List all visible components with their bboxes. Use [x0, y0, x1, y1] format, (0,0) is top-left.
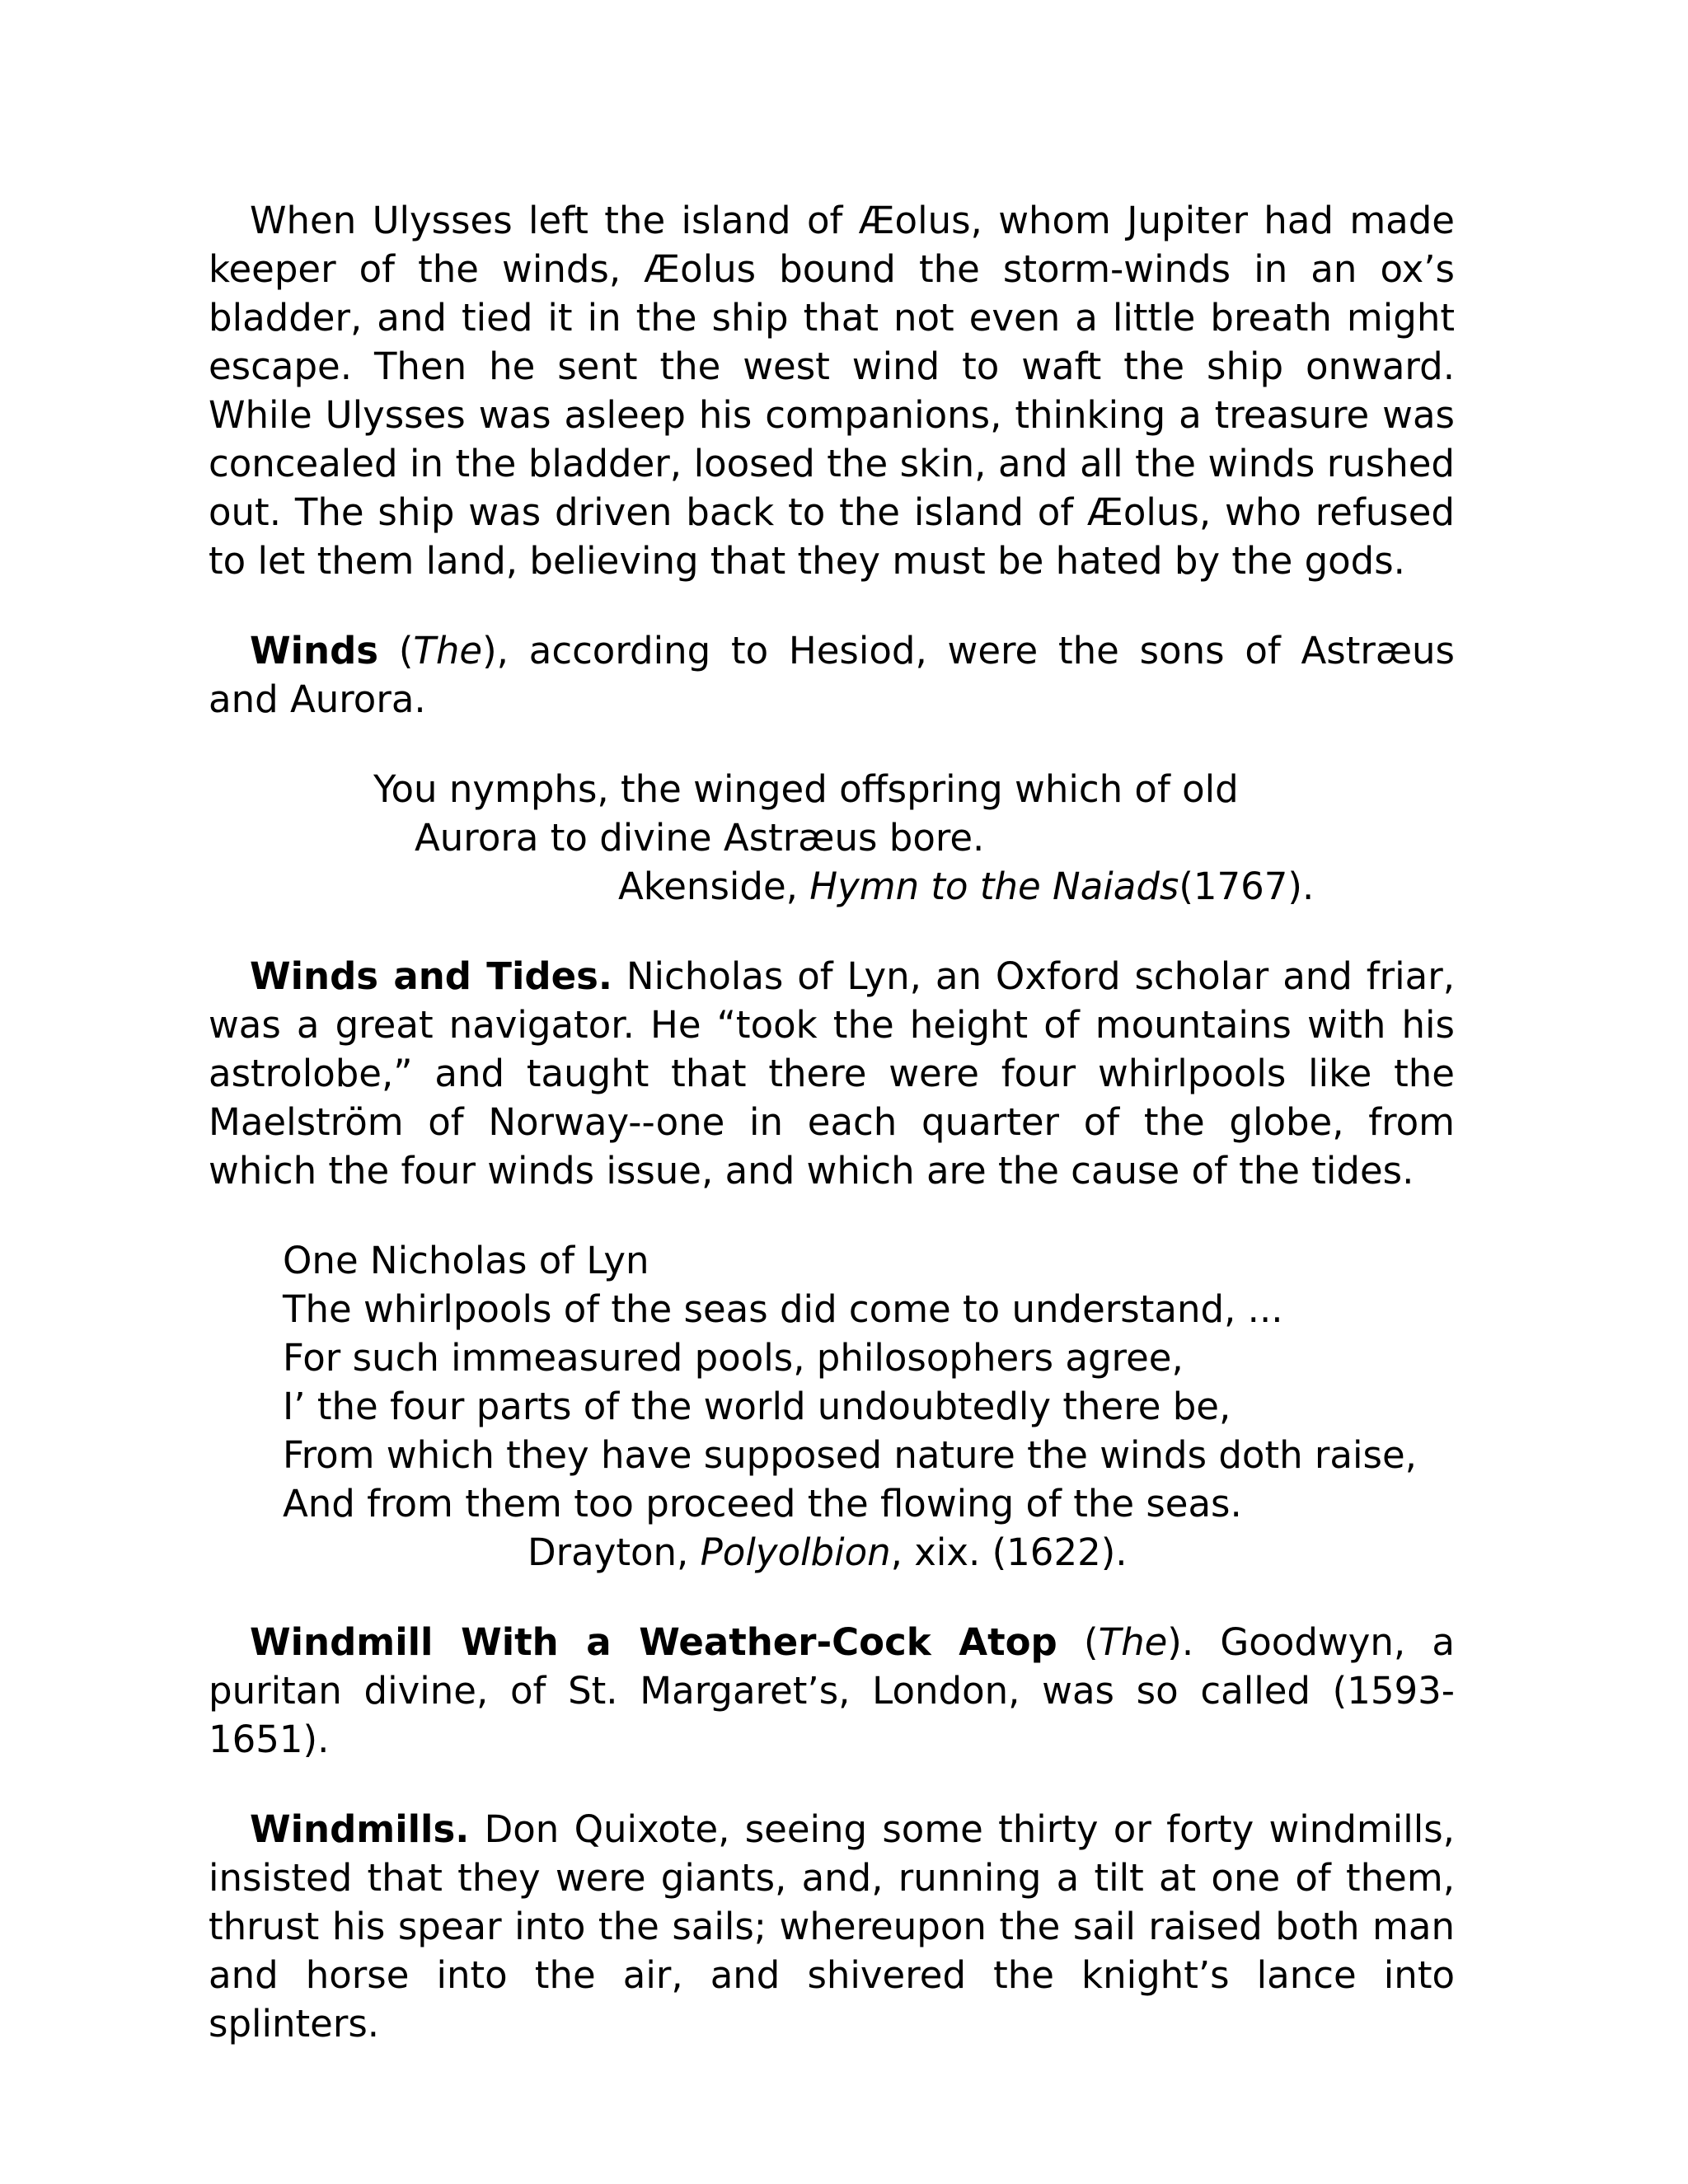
citation-title: Hymn to the Naiads	[809, 865, 1179, 908]
entry-heading: Windmill With a Weather-Cock Atop	[250, 1620, 1057, 1664]
citation-author: Drayton,	[528, 1530, 701, 1574]
entry-body: Nicholas of Lyn, an Oxford scholar and friar, was a great navigator. He “took the height of mountains with his astrolobe,” and taught that there were four whirlpools like the Maelström of Norway--one in each quarter of the globe, from which the four winds issue, and which are the cause of the tides.	[209, 954, 1455, 1193]
citation-year: (1767).	[1179, 865, 1315, 908]
paragraph-text: When Ulysses left the island of Æolus, whom Jupiter had made keeper of the winds, Æolus bound the storm-winds in an ox’s bladder, and tied it in the ship that not even a little breath might escape. Then he sent the west wind to waft the ship onward. While Ulysses was asleep his companions, thinking a treasure was concealed in the bladder, loosed the skin, and all the winds rushed out. The ship was driven back to the island of Æolus, who refused to let them land, believing that they must be hated by the gods.	[209, 199, 1455, 583]
verse-line: For such immeasured pools, philosophers agree,	[283, 1336, 1184, 1380]
verse-line: Aurora to divine Astræus bore.	[415, 816, 985, 860]
entry-winds	[209, 626, 1455, 724]
verse-citation	[209, 1528, 1455, 1577]
entry-heading: Winds and Tides.	[250, 954, 612, 998]
entry-heading-article: The	[1098, 1620, 1168, 1664]
verse-line: I’ the four parts of the world undoubtedly there be,	[283, 1385, 1231, 1428]
verse-line: And from them too proceed the flowing of the seas.	[283, 1482, 1242, 1526]
citation-rest: , xix. (1622).	[890, 1530, 1128, 1574]
paren-open: (	[1057, 1620, 1099, 1664]
page-content	[209, 196, 1455, 2089]
entry-body: ), according to Hesiod, were the sons of Astræus and Aurora.	[209, 629, 1455, 721]
entry-winds-and-tides	[209, 952, 1455, 1195]
verse-line: From which they have supposed nature the winds doth raise,	[283, 1433, 1417, 1477]
citation-title: Polyolbion	[700, 1530, 891, 1574]
verse-drayton	[209, 1236, 1455, 1577]
entry-windmill-weather-cock	[209, 1618, 1455, 1764]
entry-heading-article: The	[413, 629, 483, 673]
entry-heading: Winds	[250, 629, 379, 673]
citation-author: Akenside,	[618, 865, 810, 908]
entry-windmills	[209, 1805, 1455, 2048]
paren-open: (	[378, 629, 414, 673]
verse-line: You nymphs, the winged offspring which of old	[373, 767, 1239, 811]
entry-body: Don Quixote, seeing some thirty or forty windmills, insisted that they were giants, and, running a tilt at one of them, thrust his spear into the sails; whereupon the sail raised both man and horse into the air, and shivered the knight’s lance into splinters.	[209, 1807, 1455, 2046]
paragraph-ulysses	[209, 196, 1455, 585]
entry-body: ). Goodwyn, a puritan divine, of St. Margaret’s, London, was so called (1593-1651).	[209, 1620, 1455, 1761]
verse-line: The whirlpools of the seas did come to understand, ...	[283, 1287, 1283, 1331]
verse-line: One Nicholas of Lyn	[283, 1239, 649, 1282]
entry-heading: Windmills.	[250, 1807, 470, 1851]
verse-citation	[209, 862, 1455, 911]
verse-akenside	[209, 765, 1455, 911]
